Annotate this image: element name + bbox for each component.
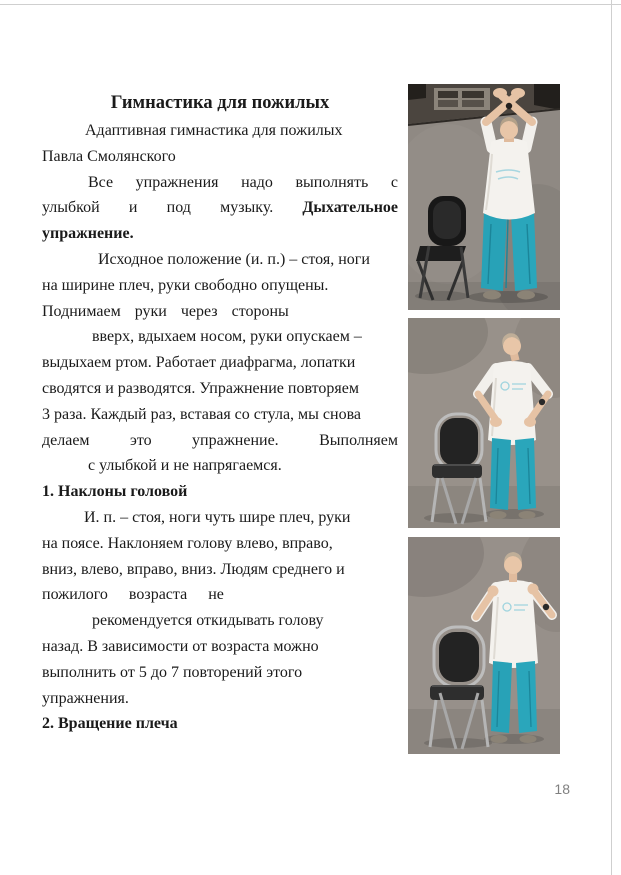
doc-line: делаем это упражнение. Выполняем [42, 431, 398, 449]
doc-line-text: улыбкой и под музыку. [42, 199, 274, 217]
page-number: 18 [554, 781, 570, 797]
page-top-border [0, 4, 621, 5]
doc-line: вверх, вдыхаем носом, руки опускаем – [92, 328, 362, 346]
doc-line: 3 раза. Каждый раз, вставая со стула, мы снова [42, 405, 362, 423]
photo-illustration [408, 537, 560, 754]
doc-line [42, 195, 398, 221]
exercise-heading-1: 1. Наклоны головой [42, 483, 188, 501]
doc-line: рекомендуется откидывать голову [92, 612, 324, 630]
doc-line: Все упражнения надо выполнять с [88, 173, 398, 191]
exercise-photo-arms-overhead [408, 84, 560, 310]
doc-line: упражнения. [42, 689, 129, 707]
doc-line: И. п. – стоя, ноги чуть шире плеч, руки [84, 508, 351, 526]
doc-line: Адаптивная гимнастика для пожилых [85, 122, 343, 139]
photo-illustration [408, 84, 560, 310]
doc-line: Павла Смолянского [42, 147, 176, 165]
doc-line: на ширине плеч, руки свободно опущены. [42, 276, 329, 294]
doc-line-bold-text: Дыхательное [302, 199, 399, 217]
exercise-photo-shoulder-rotation [408, 537, 560, 754]
page-right-border [611, 0, 612, 875]
page-title: Гимнастика для пожилых [110, 93, 330, 113]
doc-line: упражнение. [42, 225, 134, 243]
exercise-heading-2: 2. Вращение плеча [42, 715, 178, 733]
text-column [42, 88, 398, 737]
doc-line: пожилого возраста не [42, 586, 224, 604]
doc-line: на поясе. Наклоняем голову влево, вправо, [42, 534, 333, 552]
exercise-photo-head-tilt [408, 318, 560, 528]
doc-line: назад. В зависимости от возраста можно [42, 637, 319, 655]
doc-line: Исходное положение (и. п.) – стоя, ноги [98, 250, 370, 268]
doc-line: вниз, влево, вправо, вниз. Людям среднего и [42, 560, 345, 578]
doc-line: выполнить от 5 до 7 повторений этого [42, 663, 303, 681]
doc-line: сводятся и разводятся. Упражнение повторяем [42, 379, 359, 397]
doc-line: с улыбкой и не напрягаемся. [88, 457, 282, 475]
photo-illustration [408, 318, 560, 528]
doc-line: Поднимаем руки через стороны [42, 302, 289, 320]
doc-line: выдыхаем ртом. Работает диафрагма, лопатки [42, 354, 356, 372]
